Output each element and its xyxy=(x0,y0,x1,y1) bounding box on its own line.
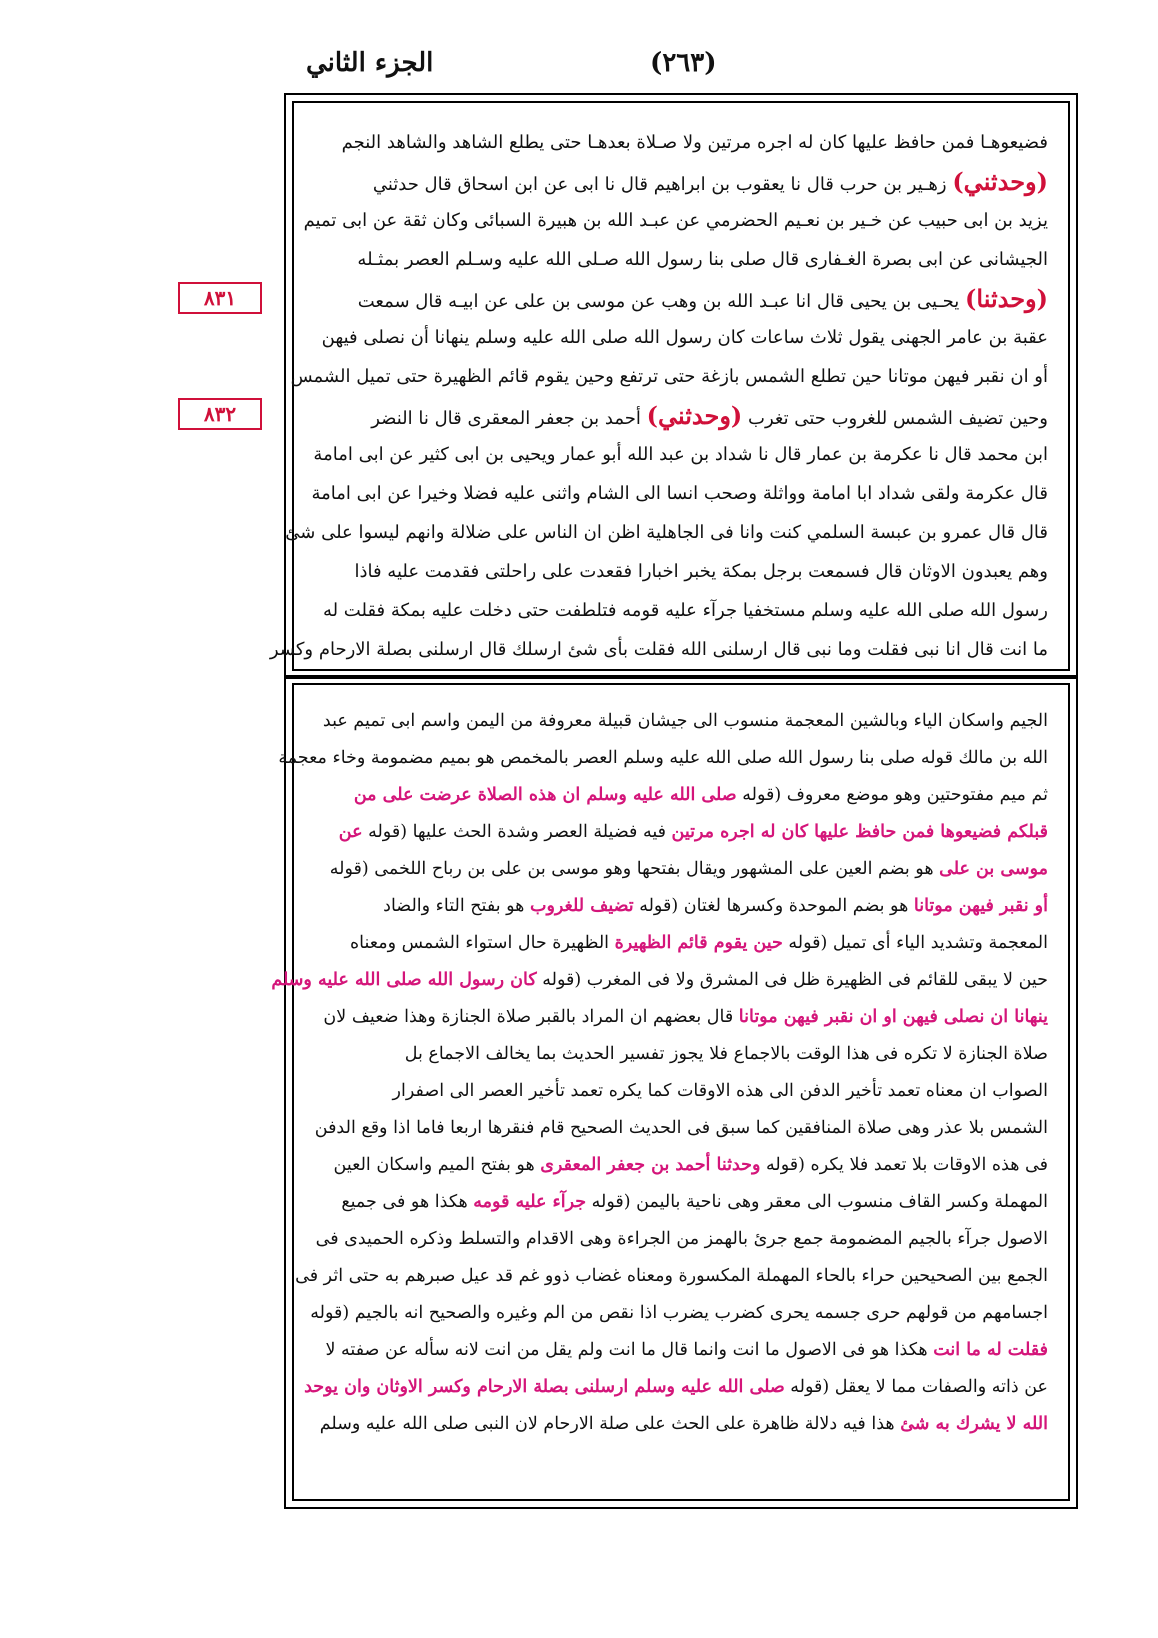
text-segment: فى هذه الاوقات بلا تعمد فلا يكره (قوله xyxy=(760,1155,1048,1175)
sharh-text xyxy=(271,703,1048,1443)
sharh-line xyxy=(314,814,1048,851)
sharh-frame xyxy=(271,675,1078,1509)
text-segment: قال قال عمرو بن عبسة السلمي كنت وانا فى الجاهلية اظن ان الناس على ضلالة وانهم ليسوا على شئ xyxy=(285,522,1048,543)
quoted-phrase: وحدثنا أحمد بن جعفر المعقرى xyxy=(540,1155,761,1175)
text-segment: أو ان نقبر فيهن موتانا حين تطلع الشمس بازغة حتى ترتفع وحين يقوم قائم الظهيرة حتى تميل الشمس xyxy=(290,366,1048,387)
quoted-phrase: صلى الله عليه وسلم ان هذه الصلاة عرضت على من xyxy=(353,785,737,805)
quoted-phrase: تضيف للغروب xyxy=(529,896,634,916)
matn-line xyxy=(314,240,1048,279)
matn-line xyxy=(314,591,1048,630)
text-segment: هذا فيه دلالة ظاهرة على الحث على صلة الارحام لان النبى صلى الله عليه وسلم xyxy=(319,1414,901,1434)
sharh-line xyxy=(314,888,1048,925)
matn-line xyxy=(269,630,1048,669)
sharh-line xyxy=(314,1073,1048,1110)
text-segment: هكذا هو فى الاصول ما انت وانما قال ما انت ولم يقل من انت لانه سأله عن صفته لا xyxy=(325,1340,934,1360)
quoted-phrase: كان رسول الله صلى الله عليه وسلم xyxy=(271,970,537,990)
text-segment: فيه فضيلة العصر وشدة الحث عليها (قوله xyxy=(362,822,672,842)
sharh-line xyxy=(314,1332,1048,1369)
text-segment: هو بفتح التاء والضاد xyxy=(383,896,530,916)
matn-line xyxy=(314,123,1048,162)
matn-line xyxy=(314,279,1048,318)
sharh-line xyxy=(271,962,1048,999)
text-segment: ما انت قال انا نبى فقلت وما نبى قال ارسلنى الله فقلت بأى شئ ارسلك قال ارسلنى بصلة الارحام وكسر xyxy=(269,639,1048,660)
text-segment: هو بضم العين على المشهور ويقال بفتحها وهو موسى بن على بن رباح اللخمى (قوله xyxy=(329,859,940,879)
sharh-line xyxy=(314,1110,1048,1147)
quoted-phrase: أو نقبر فيهن موتانا xyxy=(913,896,1048,916)
matn-line xyxy=(311,474,1048,513)
sharh-line xyxy=(314,925,1048,962)
text-segment: عقبة بن عامر الجهنى يقول ثلاث ساعات كان رسول الله صلى الله عليه وسلم ينهانا أن نصلى فيهن xyxy=(321,327,1048,348)
text-segment: يزيد بن ابى حبيب عن خـير بن نعـيم الحضرمي عن عبـد الله بن هبيرة السبائى وكان ثقة عن ابى تميم xyxy=(303,210,1048,231)
isnad-marker: (وحدثني) xyxy=(952,167,1048,196)
quoted-phrase: فقلت له ما انت xyxy=(933,1340,1048,1360)
hadith-number-831: ٨٣١ xyxy=(178,282,262,314)
quoted-phrase: قبلكم فضيعوها فمن حافظ عليها كان له اجره مرتين xyxy=(671,822,1048,842)
matn-line xyxy=(303,201,1048,240)
sharh-line xyxy=(314,851,1048,888)
text-segment: هكذا هو فى جميع xyxy=(341,1192,474,1212)
text-segment: ثم ميم مفتوحتين وهو موضع معروف (قوله xyxy=(736,785,1048,805)
sharh-line xyxy=(314,777,1048,814)
sharh-line xyxy=(314,1036,1048,1073)
text-segment: وهم يعبدون الاوثان قال فسمعت برجل بمكة يخبر اخبارا فقعدت على راحلتى فقدمت عليه فاذا xyxy=(354,561,1048,582)
matn-line xyxy=(314,552,1048,591)
text-segment: أحمد بن جعفر المعقرى قال نا النضر xyxy=(371,408,647,429)
text-segment: حين لا يبقى للقائم فى الظهيرة ظل فى المشرق ولا فى المغرب (قوله xyxy=(536,970,1048,990)
sharh-line xyxy=(314,1147,1048,1184)
text-segment: قال عكرمة ولقى شداد ابا امامة وواثلة وصحب انسا الى الشام واثنى عليه فضلا وخيرا عن ابى امامة xyxy=(311,483,1048,504)
text-segment: الظهيرة حال استواء الشمس ومعناه xyxy=(349,933,615,953)
text-segment: الجمع بين الصحيحين حراء بالحاء المهملة المكسورة ومعناه غضاب ذوو غم قد عيل صبرهم به حتى اثر فى xyxy=(295,1266,1048,1286)
quoted-phrase: عن xyxy=(338,822,363,842)
quoted-phrase: الله لا يشرك به شئ xyxy=(900,1414,1048,1434)
text-segment: الاصول جرآء بالجيم المضمومة جمع جرئ بالهمز من الجراءة وهى الاقدام والتسلط وذكره الحميدى فى xyxy=(315,1229,1048,1249)
text-segment: الصواب ان معناه تعمد تأخير الدفن الى هذه الاوقات كما يكره تعمد تأخير العصر الى اصفرار xyxy=(392,1081,1048,1101)
matn-line xyxy=(285,513,1048,552)
sharh-line xyxy=(314,1184,1048,1221)
quoted-phrase: جرآء عليه قومه xyxy=(473,1192,587,1212)
text-segment: وحين تضيف الشمس للغروب حتى تغرب xyxy=(742,408,1048,429)
text-segment: الله بن مالك قوله صلى بنا رسول الله صلى الله عليه وسلم العصر بالمخمص هو بميم مضمومة وخاء معجمة xyxy=(278,748,1048,768)
sharh-line xyxy=(314,703,1048,740)
text-segment: صلاة الجنازة لا تكره فى هذا الوقت بالاجماع فلا يجوز تفسير الحديث بما يخالف الاجماع بل xyxy=(404,1044,1048,1064)
quoted-phrase: موسى بن على xyxy=(939,859,1048,879)
text-segment: فضيعوهـا فمن حافظ عليها كان له اجره مرتين ولا صـلاة بعدهـا حتى يطلع الشاهد والشاهد النجم xyxy=(341,132,1048,153)
text-segment: قال بعضهم ان المراد بالقبر صلاة الجنازة وهذا ضعيف لان xyxy=(323,1007,739,1027)
quoted-phrase: صلى الله عليه وسلم ارسلنى بصلة الارحام وكسر الاوثان وان يوحد xyxy=(304,1377,785,1397)
sharh-line xyxy=(314,999,1048,1036)
text-segment: عن ذاته والصفات مما لا يعقل (قوله xyxy=(784,1377,1048,1397)
sharh-line xyxy=(304,1369,1048,1406)
matn-text xyxy=(269,123,1048,669)
isnad-marker: (وحدثنا) xyxy=(965,284,1048,313)
matn-line xyxy=(290,357,1048,396)
page-number: (٢٦٣) xyxy=(650,48,717,78)
matn-frame xyxy=(269,93,1078,679)
text-segment: ابن محمد قال نا عكرمة بن عمار قال نا شداد بن عبد الله أبو عمار ويحيى بن ابى كثير عن ابى امامة xyxy=(313,444,1048,465)
text-segment: اجسامهم من قولهم حرى جسمه يحرى كضرب يضرب اذا نقص من الم وغيره والصحيح انه بالجيم (قوله xyxy=(310,1303,1048,1323)
sharh-line xyxy=(310,1295,1048,1332)
matn-line xyxy=(314,318,1048,357)
text-segment: الشمس بلا عذر وهى صلاة المنافقين كما سبق فى الحديث الصحيح قام فنقرها اربعا فاما اذا وقع الدفن xyxy=(314,1118,1048,1138)
isnad-marker: (وحدثني) xyxy=(646,401,743,430)
sharh-line xyxy=(295,1258,1048,1295)
text-segment: المهملة وكسر القاف منسوب الى معقر وهى ناحية باليمن (قوله xyxy=(586,1192,1048,1212)
matn-line xyxy=(314,396,1048,435)
text-segment: هو بضم الموحدة وكسرها لغتان (قوله xyxy=(633,896,914,916)
text-segment: المعجمة وتشديد الياء أى تميل (قوله xyxy=(782,933,1048,953)
hadith-number-832: ٨٣٢ xyxy=(178,398,262,430)
sharh-line xyxy=(314,1221,1048,1258)
quoted-phrase: حين يقوم قائم الظهيرة xyxy=(614,933,783,953)
text-segment: الجيشانى عن ابى بصرة الغـفارى قال صلى بنا رسول الله صـلى الله عليه وسـلم العصر بمثـله xyxy=(357,249,1048,270)
text-segment: هو بفتح الميم واسكان العين xyxy=(333,1155,541,1175)
matn-line xyxy=(314,435,1048,474)
volume-title: الجزء الثاني xyxy=(306,48,434,78)
sharh-line xyxy=(278,740,1048,777)
sharh-line xyxy=(314,1406,1048,1443)
text-segment: يحـيى بن يحيى قال انا عبـد الله بن وهب عن موسى بن على عن ابيـه قال سمعت xyxy=(357,291,966,312)
matn-line xyxy=(314,162,1048,201)
text-segment: الجيم واسكان الياء وبالشين المعجمة منسوب الى جيشان قبيلة معروفة من اليمن واسم ابى تميم عبد xyxy=(322,711,1048,731)
quoted-phrase: ينهانا ان نصلى فيهن او ان نقبر فيهن موتانا xyxy=(738,1007,1048,1027)
text-segment: زهـير بن حرب قال نا يعقوب بن ابراهيم قال نا ابى عن ابن اسحاق قال حدثني xyxy=(372,174,953,195)
text-segment: رسول الله صلى الله عليه وسلم مستخفيا جرآء عليه قومه فتلطفت حتى دخلت عليه بمكة فقلت له xyxy=(322,600,1048,621)
